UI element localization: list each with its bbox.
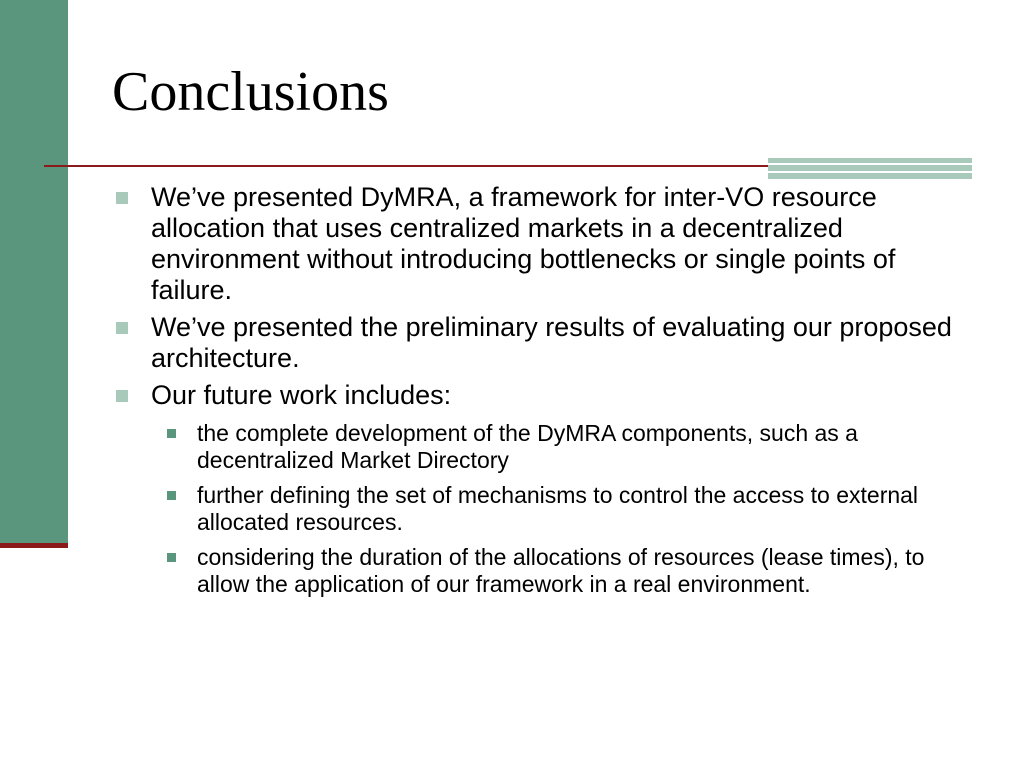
square-bullet-icon [116, 390, 128, 402]
sub-bullet-list [151, 420, 974, 598]
sub-bullet-text: considering the duration of the allocations of resources (lease times), to allow the application of our framework in a real environment. [197, 544, 925, 597]
bullet-item [114, 312, 974, 374]
title-accent-block [768, 158, 972, 179]
accent-stripe [768, 171, 972, 173]
square-bullet-icon [116, 322, 128, 334]
bullet-text: We’ve presented DyMRA, a framework for inter-VO resource allocation that uses centralized markets in a decentralized environment without introducing bottlenecks or single points of failure. [151, 182, 896, 305]
small-square-bullet-icon [167, 429, 176, 438]
square-bullet-icon [116, 192, 128, 204]
slide-title: Conclusions [112, 61, 389, 123]
sub-bullet-item [151, 544, 974, 598]
sub-bullet-text: further defining the set of mechanisms to control the access to external allocated resources. [197, 482, 919, 535]
small-square-bullet-icon [167, 553, 176, 562]
slide-body [114, 182, 974, 606]
bullet-item [114, 182, 974, 306]
small-square-bullet-icon [167, 491, 176, 500]
bullet-text: Our future work includes: [151, 380, 452, 410]
bullet-item [114, 380, 974, 598]
sub-bullet-item [151, 482, 974, 536]
left-accent-rule [0, 543, 68, 548]
sub-bullet-text: the complete development of the DyMRA components, such as a decentralized Market Directory [197, 420, 858, 473]
bullet-list [114, 182, 974, 598]
bullet-text: We’ve presented the preliminary results of evaluating our proposed architecture. [151, 312, 952, 373]
sub-bullet-item [151, 420, 974, 474]
left-accent-bar [0, 0, 68, 546]
accent-stripe [768, 163, 972, 165]
